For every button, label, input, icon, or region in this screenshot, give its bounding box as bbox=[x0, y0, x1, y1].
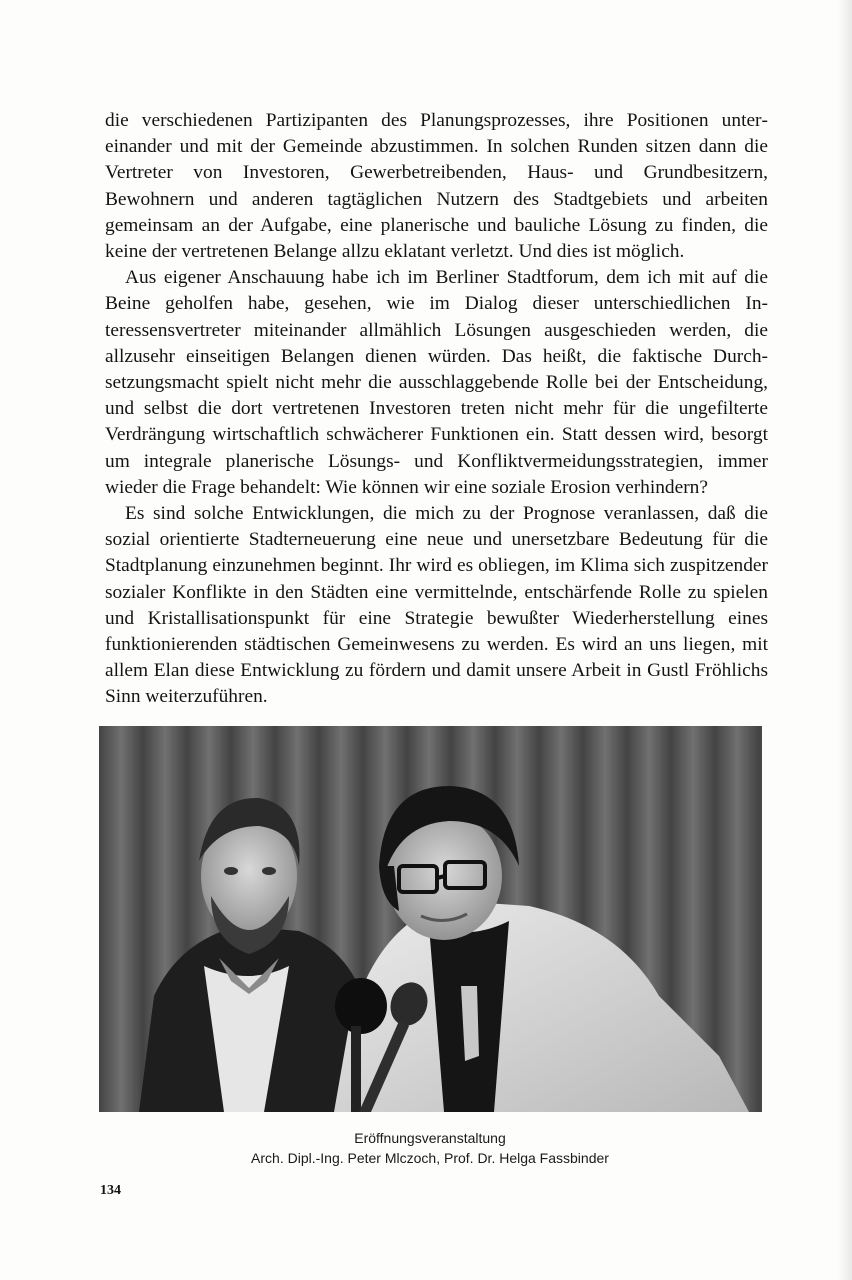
figure-caption bbox=[100, 1128, 760, 1168]
page-number: 134 bbox=[100, 1183, 121, 1198]
caption-title: Eröffnungsveranstaltung bbox=[354, 1130, 506, 1146]
paragraph-1: die verschiedenen Partizipanten des Planungsprozesses, ihre Positionen untereinander und mit der Gemeinde abzustimmen. In solchen Runden sitzen dann die Vertreter von Investoren, Gewerbetreibenden, Haus- und Grundbesitzern, Bewohnern und anderen tagtäglichen Nutzern des Stadtgebiets und arbeiten gemeinsam an der Aufgabe, eine planerische und bauliche Lösung zu finden, die keine der vertretenen Belange allzu eklatant verletzt. Und dies ist möglich. bbox=[105, 110, 768, 263]
body-text bbox=[105, 108, 768, 711]
page-edge-shadow bbox=[838, 0, 852, 1280]
photograph bbox=[99, 726, 762, 1112]
photo-illustration bbox=[99, 726, 762, 1112]
paragraph-3: Es sind solche Entwicklungen, die mich zu der Prognose veranlassen, daß die sozial orientierte Stadterneuerung eine neue und unersetzbare Bedeutung für die Stadtplanung einzunehmen beginnt. Ihr wird es obliegen, im Klima sich zuspitzender sozialer Konflikte in den Städten eine vermittelnde, entschärfende Rolle zu spielen und Kristallisationspunkt für eine Strategie bewußter Wiederherstellung eines funktionierenden städtischen Gemeinwesens zu werden. Es wird an uns liegen, mit allem Elan diese Entwicklung zu fördern und damit unsere Arbeit in Gustl Fröhlichs Sinn weiterzuführen. bbox=[105, 503, 768, 708]
caption-names: Arch. Dipl.-Ing. Peter Mlczoch, Prof. Dr. Helga Fassbinder bbox=[251, 1150, 609, 1166]
paragraph-2: Aus eigener Anschauung habe ich im Berliner Stadtforum, dem ich mit auf die Beine geholfen habe, gesehen, wie im Dialog dieser unterschiedlichen Interessensvertreter miteinander allmählich Lösungen ausgeschieden werden, die allzusehr einseitigen Belangen dienen würden. Das heißt, die faktische Durchsetzungsmacht spielt nicht mehr die ausschlaggebende Rolle bei der Entscheidung, und selbst die dort vertretenen Investoren treten nicht mehr für die ungefilterte Verdrängung wirtschaftlich schwächerer Funktionen ein. Statt dessen wird, besorgt um integrale planerische Lösungs- und Konfliktvermeidungsstrategien, immer wieder die Frage behandelt: Wie können wir eine soziale Erosion verhindern? bbox=[105, 267, 768, 498]
